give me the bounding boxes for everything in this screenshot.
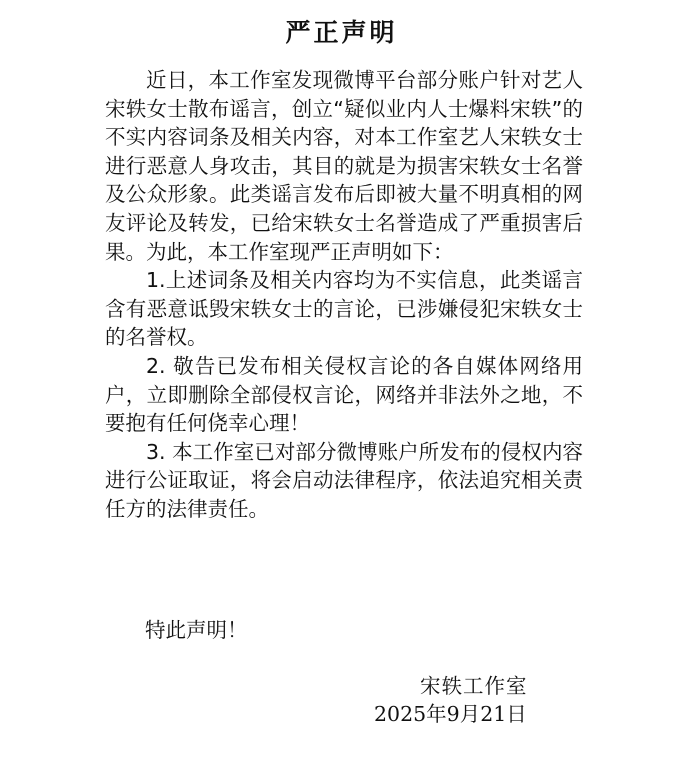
statement-item-1: 1.上述词条及相关内容均为不实信息，此类谣言含有恶意诋毁宋轶女士的言论，已涉嫌侵犯宋轶女士的名誉权。 (105, 268, 583, 350)
closing-line: 特此声明！ (145, 618, 248, 642)
date-line: 2025年9月21日 (374, 702, 527, 726)
statement-item-2: 2. 敬告已发布相关侵权言论的各自媒体网络用户，立即删除全部侵权言论，网络并非法外之地，不要抱有任何侥幸心理！ (105, 353, 583, 436)
signature: 宋轶工作室 (420, 674, 528, 698)
document-title: 严正声明 (285, 18, 398, 47)
statement-item-3: 3. 本工作室已对部分微博账户所发布的侵权内容进行公证取证，将会启动法律程序，依法追究相关责任方的法律责任。 (105, 439, 583, 521)
document-body (105, 66, 583, 524)
intro-paragraph: 近日，本工作室发现微博平台部分账户针对艺人宋轶女士散布谣言，创立“疑似业内人士爆料宋轶”的不实内容词条及相关内容，对本工作室艺人宋轶女士进行恶意人身攻击，其目的就是为损害宋轶女士名誉及公众形象。此类谣言发布后即被大量不明真相的网友评论及转发，已给宋轶女士名誉造成了严重损害后果。为此，本工作室现严正声明如下： (105, 68, 583, 264)
